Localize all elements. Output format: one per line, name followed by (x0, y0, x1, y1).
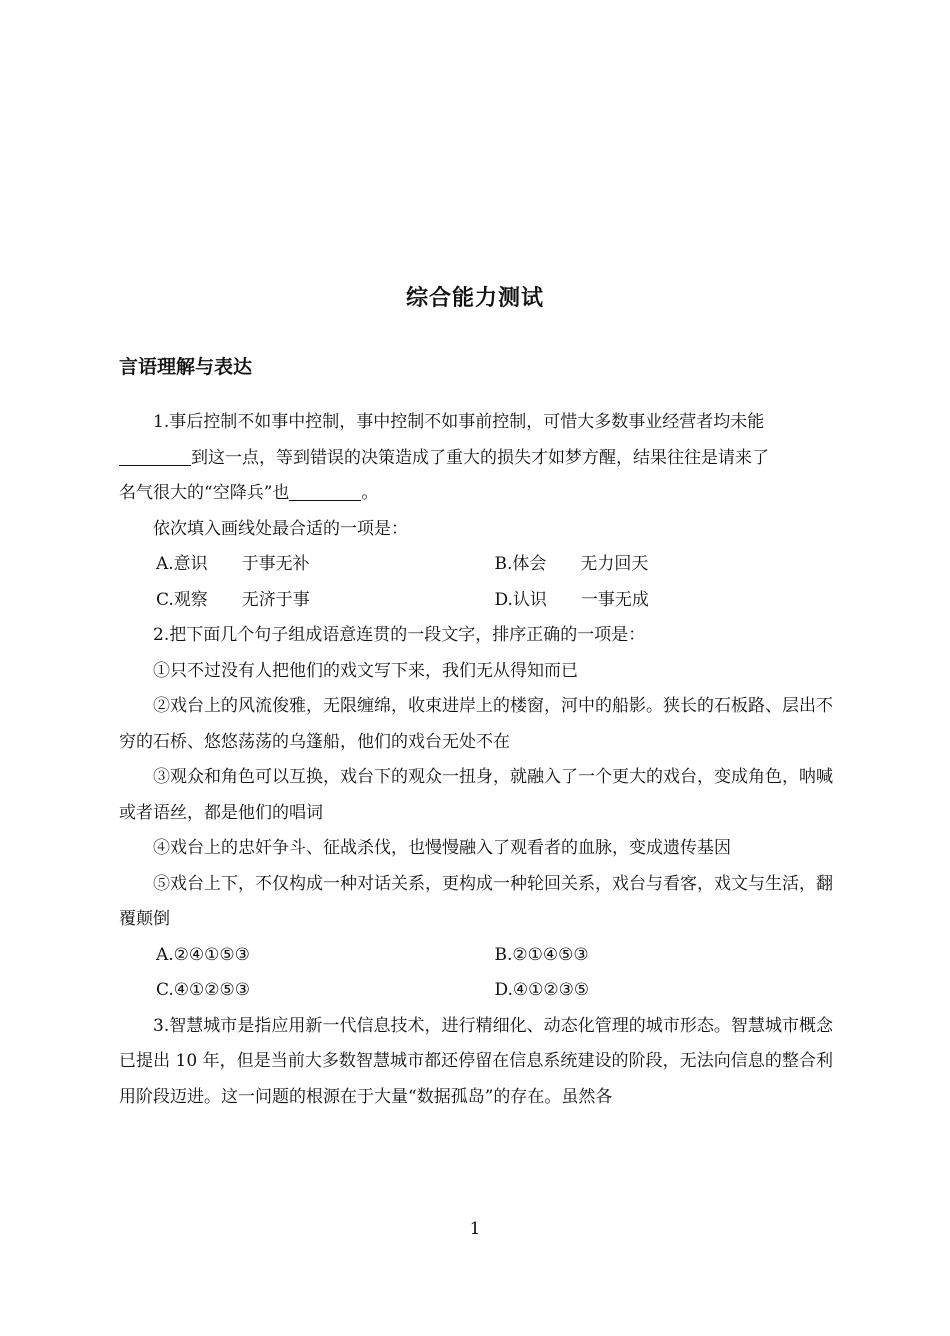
section-heading: 言语理解与表达 (119, 356, 253, 378)
q2-option-a: A.②④①⑤③ (156, 944, 250, 965)
q2-option-d: D.④①②③⑤ (494, 980, 590, 1000)
q2-options-row-2 (119, 973, 833, 1009)
q2-sentence-4: ④戏台上的忠奸争斗、征战杀伐，也慢慢融入了观看者的血脉，变成遗传基因 (153, 838, 731, 858)
q2-options-row-1 (119, 938, 833, 974)
q1-option-a: A.意识 于事无补 (156, 554, 310, 574)
q1-line3-end: 。 (361, 483, 379, 503)
q1-option-d: D.认识 一事无成 (494, 589, 649, 610)
q2-option-b: B.②①④⑤③ (494, 944, 589, 965)
q2-sentence-3: ③观众和角色可以互换，戏台下的观众一扭身，就融入了一个更大的戏台，变成角色，呐喊或者语丝，都是他们的唱词 (119, 767, 833, 823)
q1-option-b: B.体会 无力回天 (494, 554, 649, 574)
q1-options-row-1 (119, 547, 833, 583)
page-number: 1 (469, 1219, 481, 1239)
q2-option-c: C.④①②⑤③ (156, 980, 251, 1000)
q1-line3: 名气很大的“空降兵”也 (119, 483, 290, 503)
fill-blank-1 (119, 448, 191, 466)
q1-stem (119, 405, 833, 512)
page-title: 综合能力测试 (405, 286, 544, 311)
q2-sentence-5: ⑤戏台上下，不仅构成一种对话关系，更构成一种轮回关系，戏台与看客，戏文与生活，翻覆颠倒 (119, 873, 833, 929)
q1-line2: 到这一点，等到错误的决策造成了重大的损失才如梦方醒，结果往往是请来了 (191, 447, 769, 468)
q2-stem: 2.把下面几个句子组成语意连贯的一段文字，排序正确的一项是： (153, 625, 646, 645)
q2-sentence-1: ①只不过没有人把他们的戏文写下来，我们无从得知而已 (153, 660, 578, 681)
q1-options-row-2 (119, 583, 833, 619)
q1-option-c: C.观察 无济于事 (156, 589, 310, 610)
q1-line1: 1.事后控制不如事中控制，事中控制不如事前控制，可惜大多数事业经营者均未能 (153, 412, 765, 432)
q3-stem: 3.智慧城市是指应用新一代信息技术，进行精细化、动态化管理的城市形态。智慧城市概念已提出 10 年，但是当前大多数智慧城市都还停留在信息系统建设的阶段，无法向信息的整合利用阶段迈进。这一问题的根源在于大量“数据孤岛”的存在。虽然各 (119, 1015, 833, 1107)
fill-blank-2 (289, 483, 361, 501)
q1-prompt: 依次填入画线处最合适的一项是： (153, 518, 408, 539)
question-content (119, 405, 833, 1115)
q2-sentence-2: ②戏台上的风流俊雅，无限缠绵，收束进岸上的楼窗，河中的船影。狭长的石板路、层出不穷的石桥、悠悠荡荡的乌篷船，他们的戏台无处不在 (119, 696, 833, 752)
